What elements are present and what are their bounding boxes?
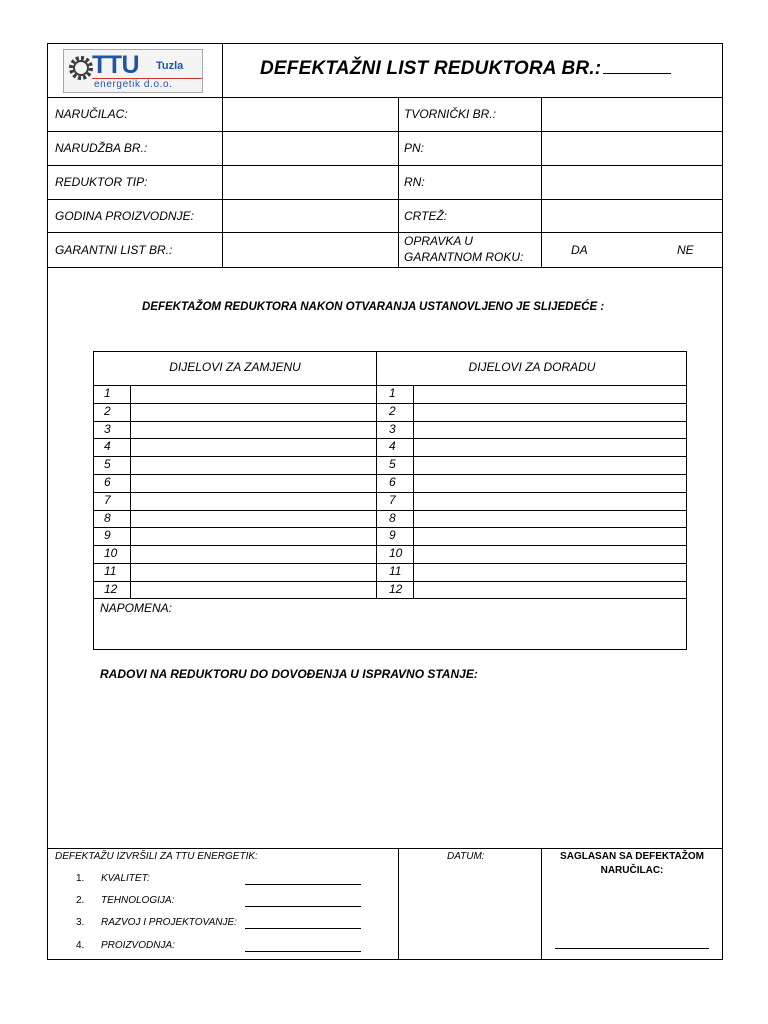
title-text: DEFEKTAŽNI LIST REDUKTORA BR.: [260,58,602,79]
row-number-right: 6 [389,475,396,489]
row-number-right: 7 [389,492,396,507]
row-number-left: 11 [104,564,117,578]
opravka-label-1: OPRAVKA U [404,234,473,248]
table-row-right[interactable] [414,582,686,598]
garantni-list-br-field[interactable] [223,233,398,267]
table-row-left[interactable] [131,404,376,420]
reduktor-tip-field[interactable] [223,166,398,199]
performed-by-label: DEFEKTAŽU IZVRŠILI ZA TTU ENERGETIK: [55,851,258,862]
list-item-label: RAZVOJ I PROJEKTOVANJE: [101,917,237,928]
reduktor-tip-label: REDUKTOR TIP: [55,175,148,189]
table-row-right[interactable] [414,404,686,420]
table-row-left[interactable] [131,511,376,527]
list-item-label: TEHNOLOGIJA: [101,895,175,906]
row-number-right: 3 [389,421,396,436]
narudzba-br-field[interactable] [223,132,398,165]
datum-label: DATUM: [447,851,485,862]
narudzba-br-label: NARUDŽBA BR.: [55,141,148,155]
signature-line[interactable] [245,928,361,929]
list-item-label: KVALITET: [101,873,150,884]
crtez-field[interactable] [542,200,722,232]
table-row-right[interactable] [414,386,686,402]
table-row-right[interactable] [414,546,686,562]
godina-proizvodnje-field[interactable] [223,200,398,232]
row-number-right: 9 [389,528,396,543]
row-number-left: 1 [104,386,111,400]
col-header-dorada: DIJELOVI ZA DORADU [468,360,596,374]
row-number-right: 4 [389,439,396,454]
godina-proizvodnje-label: GODINA PROIZVODNJE: [55,209,194,223]
crtez-label: CRTEŽ: [404,209,448,223]
row-number-right: 12 [389,581,403,596]
rn-field[interactable] [542,166,722,199]
row-number-right: 11 [389,564,402,578]
pn-label: PN: [404,141,425,155]
tvornicki-br-label: TVORNIČKI BR.: [404,107,497,121]
footer-col-line [398,848,399,960]
table-row-left[interactable] [131,546,376,562]
table-row-right[interactable] [414,475,686,491]
table-row-left[interactable] [131,386,376,402]
row-number-left: 3 [104,421,111,436]
rn-label: RN: [404,175,425,189]
row-line [47,267,723,268]
row-number-left: 12 [104,581,118,596]
row-number-right: 8 [389,510,396,525]
table-row-right[interactable] [414,493,686,509]
table-row-right[interactable] [414,511,686,527]
row-number-right: 5 [389,457,396,472]
findings-heading: DEFEKTAŽOM REDUKTORA NAKON OTVARANJA USTANOVLJENO JE SLIJEDEĆE : [142,301,605,313]
agreed-line-1: SAGLASAN SA DEFEKTAŽOM [560,851,704,862]
company-logo [63,49,203,93]
table-row-left[interactable] [131,493,376,509]
row-number-left: 7 [104,492,111,507]
row-number-right: 10 [389,546,403,561]
table-row-right[interactable] [414,422,686,438]
list-item-number: 1. [76,873,85,884]
table-row-left[interactable] [131,422,376,438]
table-row-left[interactable] [131,582,376,598]
napomena-label: NAPOMENA: [100,601,173,615]
row-number-right: 1 [389,386,396,400]
col-header-zamjena: DIJELOVI ZA ZAMJENU [169,360,301,374]
row-number-left: 2 [104,403,111,418]
row-number-left: 10 [104,546,118,561]
list-item-number: 3. [76,917,85,928]
agreed-line-2: NARUČILAC: [600,865,664,876]
table-row-right[interactable] [414,439,686,455]
title-number-blank[interactable] [603,59,671,74]
list-item-number: 2. [76,895,85,906]
table-row-right[interactable] [414,564,686,580]
narucilac-label: NARUČILAC: [55,107,128,121]
works-heading: RADOVI NA REDUKTORU DO DOVOĐENJA U ISPRAVNO STANJE: [100,667,478,681]
logo-subtitle: energetik d.o.o. [94,79,173,90]
list-item-label: PROIZVODNJA: [101,940,175,951]
works-area[interactable] [95,690,715,845]
logo-name: TTU [92,51,140,79]
opravka-label-2: GARANTNOM ROKU: [404,250,524,264]
table-row-left[interactable] [131,564,376,580]
napomena-line [93,598,687,599]
row-number-left: 5 [104,457,111,472]
page-title [260,58,671,80]
list-item-number: 4. [76,940,85,951]
logo-city: Tuzla [156,60,184,72]
option-ne[interactable]: NE [677,243,694,257]
pn-field[interactable] [542,132,722,165]
parts-center-line [376,351,377,599]
row-number-left: 6 [104,475,111,489]
footer-top-line [47,848,723,849]
row-number-right: 2 [389,403,396,418]
signature-line[interactable] [245,884,361,885]
narucilac-field[interactable] [223,98,398,131]
table-row-left[interactable] [131,475,376,491]
table-row-right[interactable] [414,457,686,473]
table-row-left[interactable] [131,457,376,473]
row-number-left: 9 [104,528,111,543]
option-da[interactable]: DA [571,243,588,257]
table-row-left[interactable] [131,528,376,544]
table-row-left[interactable] [131,439,376,455]
signature-line[interactable] [245,906,361,907]
row-number-left: 8 [104,510,111,525]
row-number-left: 4 [104,439,111,454]
col-line [398,97,399,267]
client-signature-line[interactable] [555,948,709,949]
gear-icon [67,53,95,83]
table-row-right[interactable] [414,528,686,544]
signature-line[interactable] [245,951,361,952]
garantni-list-br-label: GARANTNI LIST BR.: [55,243,173,257]
tvornicki-br-field[interactable] [542,98,722,131]
